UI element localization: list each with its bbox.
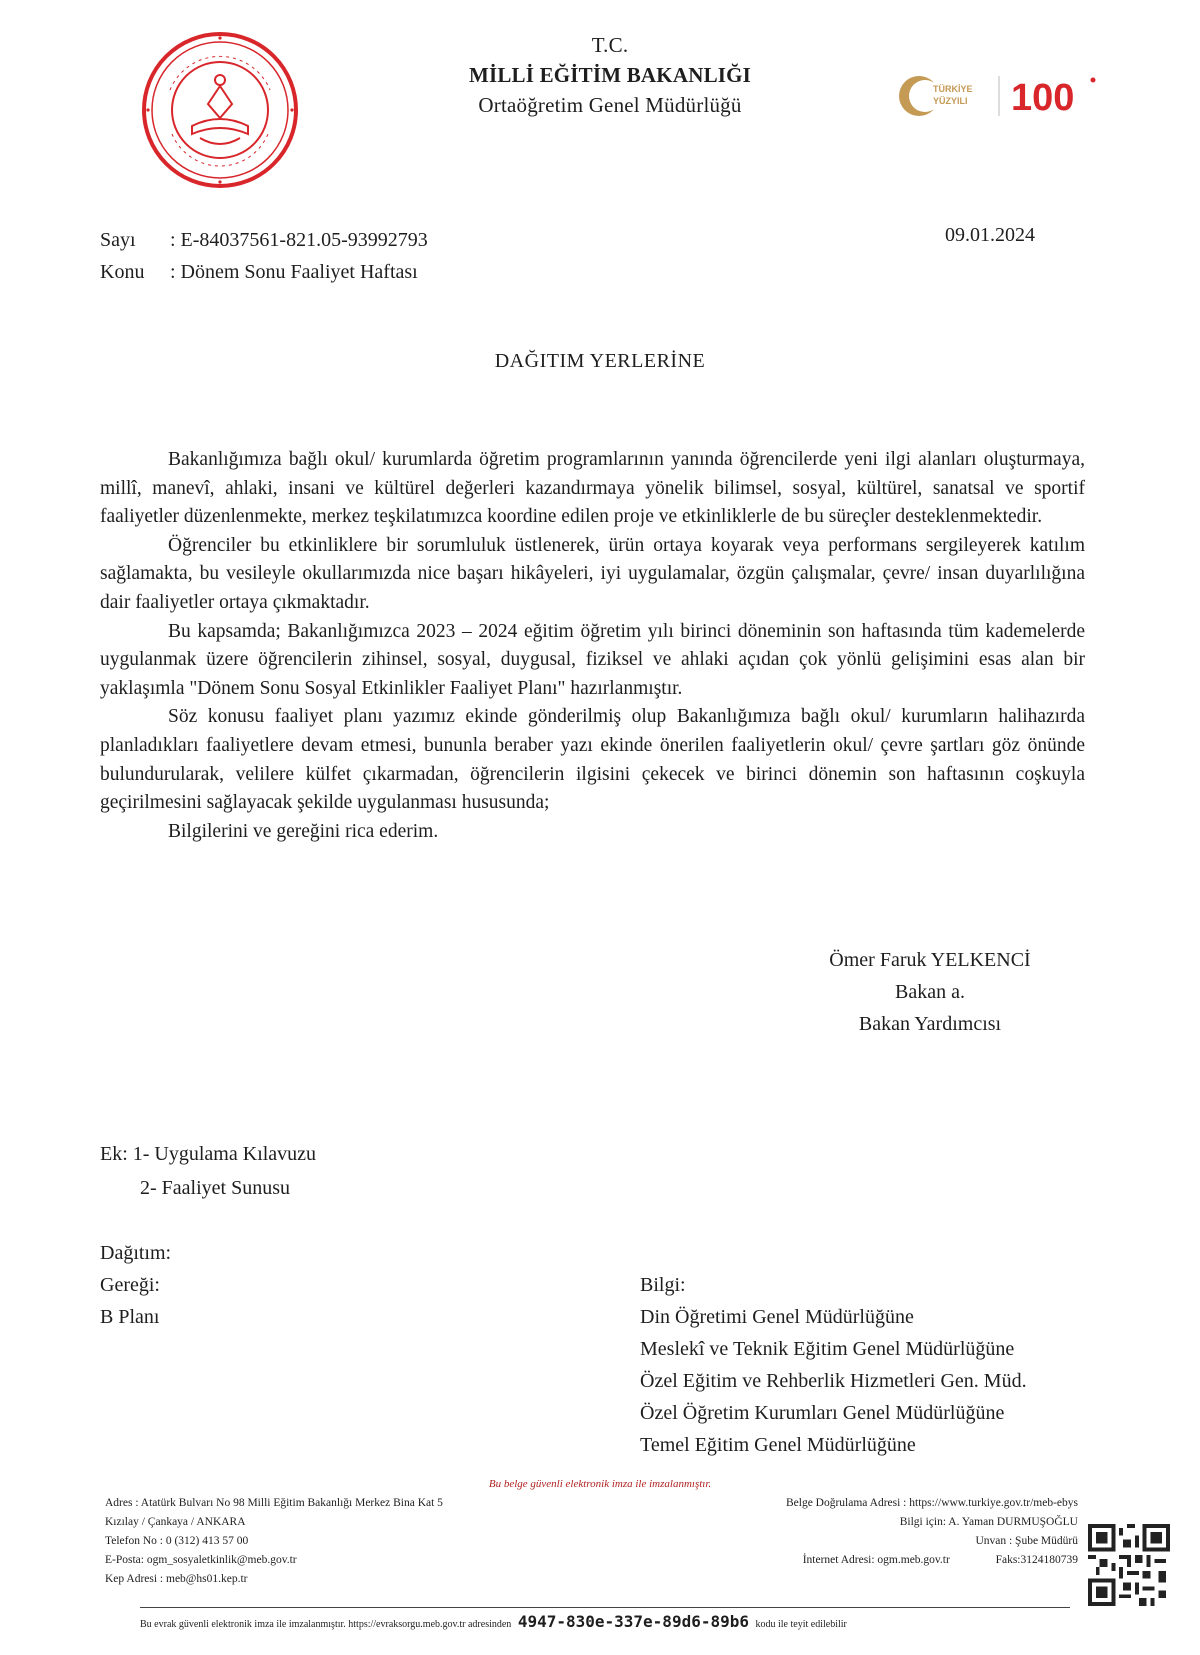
footer-internet-fax [600, 1551, 1078, 1570]
header-tc: T.C. [591, 33, 629, 57]
signatory-line2: Bakan a. [895, 981, 965, 1003]
dagitim-label: Dağıtım: [100, 1242, 172, 1264]
header-ministry: MİLLİ EĞİTİM BAKANLIĞI [468, 63, 752, 87]
footer-phone: Telefon No : 0 (312) 413 57 00 [105, 1535, 249, 1547]
document-header [420, 30, 800, 120]
footer-fax: Faks:3124180739 [995, 1554, 1078, 1566]
bilgi-item: Meslekî ve Teknik Eğitim Genel Müdürlüğüne [640, 1338, 1015, 1360]
evrak-verification-line [140, 1612, 1070, 1631]
qr-code-icon [1088, 1524, 1170, 1606]
logo-number-100: 100 [1011, 77, 1075, 119]
bilgi-item: Özel Eğitim ve Rehberlik Hizmetleri Gen. Müd. [640, 1370, 1027, 1392]
bilgi-label: Bilgi: [640, 1274, 686, 1296]
body-paragraph-3: Bu kapsamda; Bakanlığımızca 2023 – 2024 eğitim öğretim yılı birinci döneminin son haftasında tüm kademelerde uygulanmak üzere öğrencilerin zihinsel, sosyal, duygusal, fiziksel ve ahlaki açıdan çok yönlü gelişimini esas alan bir yaklaşımla "Dönem Sonu Sosyal Etkinlikler Faaliyet Planı" hazırlanmıştır. [100, 620, 1085, 699]
distribution-list [100, 1237, 171, 1333]
turkiye-yuzyili-100-logo [895, 62, 1135, 132]
footer-contact-right [600, 1494, 1078, 1570]
verification-prefix: Bu evrak güvenli elektronik imza ile imzalanmıştır. https://evraksorgu.meb.gov.tr adresinden [140, 1619, 512, 1630]
bilgi-item: Özel Öğretim Kurumları Genel Müdürlüğüne [640, 1402, 1005, 1424]
e-signature-notice: Bu belge güvenli elektronik imza ile imzalanmıştır. [488, 1478, 712, 1490]
bilgi-item: Din Öğretimi Genel Müdürlüğüne [640, 1306, 914, 1328]
verification-suffix: kodu ile teyit edilebilir [755, 1619, 847, 1630]
footer-verify-url: Belge Doğrulama Adresi : https://www.turkiye.gov.tr/meb-ebys [785, 1497, 1078, 1509]
signatory-title: Bakan Yardımcısı [858, 1013, 1002, 1035]
body-paragraph-2: Öğrenciler bu etkinliklere bir sorumluluk üstlenerek, ürün ortaya koyarak veya performans sergileyerek katılım sağlamakta, bu vesileyle okullarımızda nice başarı hikâyeleri, iyi uygulamalar, özgün çalışmalar, çevre/ insan duyarlılığına dair faaliyetler ortaya çıkmaktadır. [100, 534, 1085, 613]
sayi-value: : E-84037561-821.05-93992793 [170, 229, 428, 251]
footer-email: E-Posta: ogm_sosyaletkinlik@meb.gov.tr [105, 1554, 297, 1566]
attachments [100, 1137, 316, 1205]
sayi-row [100, 224, 428, 256]
footer-address-1: Adres : Atatürk Bulvarı No 98 Milli Eğitim Bakanlığı Merkez Bina Kat 5 [105, 1497, 443, 1509]
bilgi-item: Temel Eğitim Genel Müdürlüğüne [640, 1434, 916, 1456]
logo-text-1: TÜRKİYE [933, 84, 973, 94]
header-directorate: Ortaöğretim Genel Müdürlüğü [478, 93, 742, 117]
document-meta [100, 224, 428, 288]
verification-code: 4947-830e-337e-89d6-89b6 [517, 1612, 749, 1631]
footer-internet: İnternet Adresi: ogm.meb.gov.tr [802, 1554, 950, 1566]
geregi-label: Gereği: [100, 1274, 160, 1296]
document-date: 09.01.2024 [945, 224, 1035, 246]
distribution-title: DAĞITIM YERLERİNE [494, 350, 706, 372]
sayi-label: Sayı [100, 229, 136, 251]
footer-address-2: Kızılay / Çankaya / ANKARA [105, 1516, 246, 1528]
footer-divider [140, 1607, 1070, 1608]
ministry-seal-logo [140, 30, 300, 190]
footer-contact-left [105, 1494, 443, 1589]
bilgi-list [640, 1269, 1027, 1461]
letter-body [100, 446, 1085, 846]
konu-value: : Dönem Sonu Faaliyet Haftası [170, 261, 418, 283]
logo-text-2: YÜZYILI [933, 96, 968, 106]
attachment-1: Ek: 1- Uygulama Kılavuzu [100, 1143, 317, 1165]
signature-block [770, 944, 1090, 1040]
attachment-2: 2- Faaliyet Sunusu [140, 1177, 290, 1199]
footer-kep: Kep Adresi : meb@hs01.kep.tr [105, 1573, 248, 1585]
body-paragraph-5: Bilgilerini ve gereğini rica ederim. [168, 820, 439, 842]
geregi-item: B Planı [100, 1306, 160, 1328]
konu-label: Konu [100, 261, 145, 283]
signatory-name: Ömer Faruk YELKENCİ [829, 949, 1031, 971]
footer-info-contact: Bilgi için: A. Yaman DURMUŞOĞLU [899, 1516, 1078, 1528]
konu-row [100, 256, 428, 288]
body-paragraph-1: Bakanlığımıza bağlı okul/ kurumlarda öğretim programlarının yanında öğrencilerde yeni ilgi alanları oluşturmaya, millî, manevî, ahlaki, insani ve kültürel değerleri kazandırmaya yönelik bilimsel, sosyal, kültürel, sanatsal ve sportif faaliyetler düzenlenmekte, merkez teşkilatımızca koordine edilen proje ve etkinliklerle de bu süreçler desteklenmektedir. [100, 449, 1085, 528]
body-paragraph-4: Söz konusu faaliyet planı yazımız ekinde gönderilmiş olup Bakanlığımıza bağlı okul/ kurumların halihazırda planladıkları faaliyetlere devam etmesi, bununla beraber yazı ekinde önerilen faaliyetlerin okul/ çevre şartları göz önünde bulundurularak, velilere külfet çıkarmadan, öğrencilerin ilgisini çekecek ve birinci dönemin son haftasının coşkuyla geçirilmesini sağlayacak şekilde uygulanması hususunda; [100, 706, 1085, 814]
footer-contact-title: Unvan : Şube Müdürü [975, 1535, 1078, 1547]
